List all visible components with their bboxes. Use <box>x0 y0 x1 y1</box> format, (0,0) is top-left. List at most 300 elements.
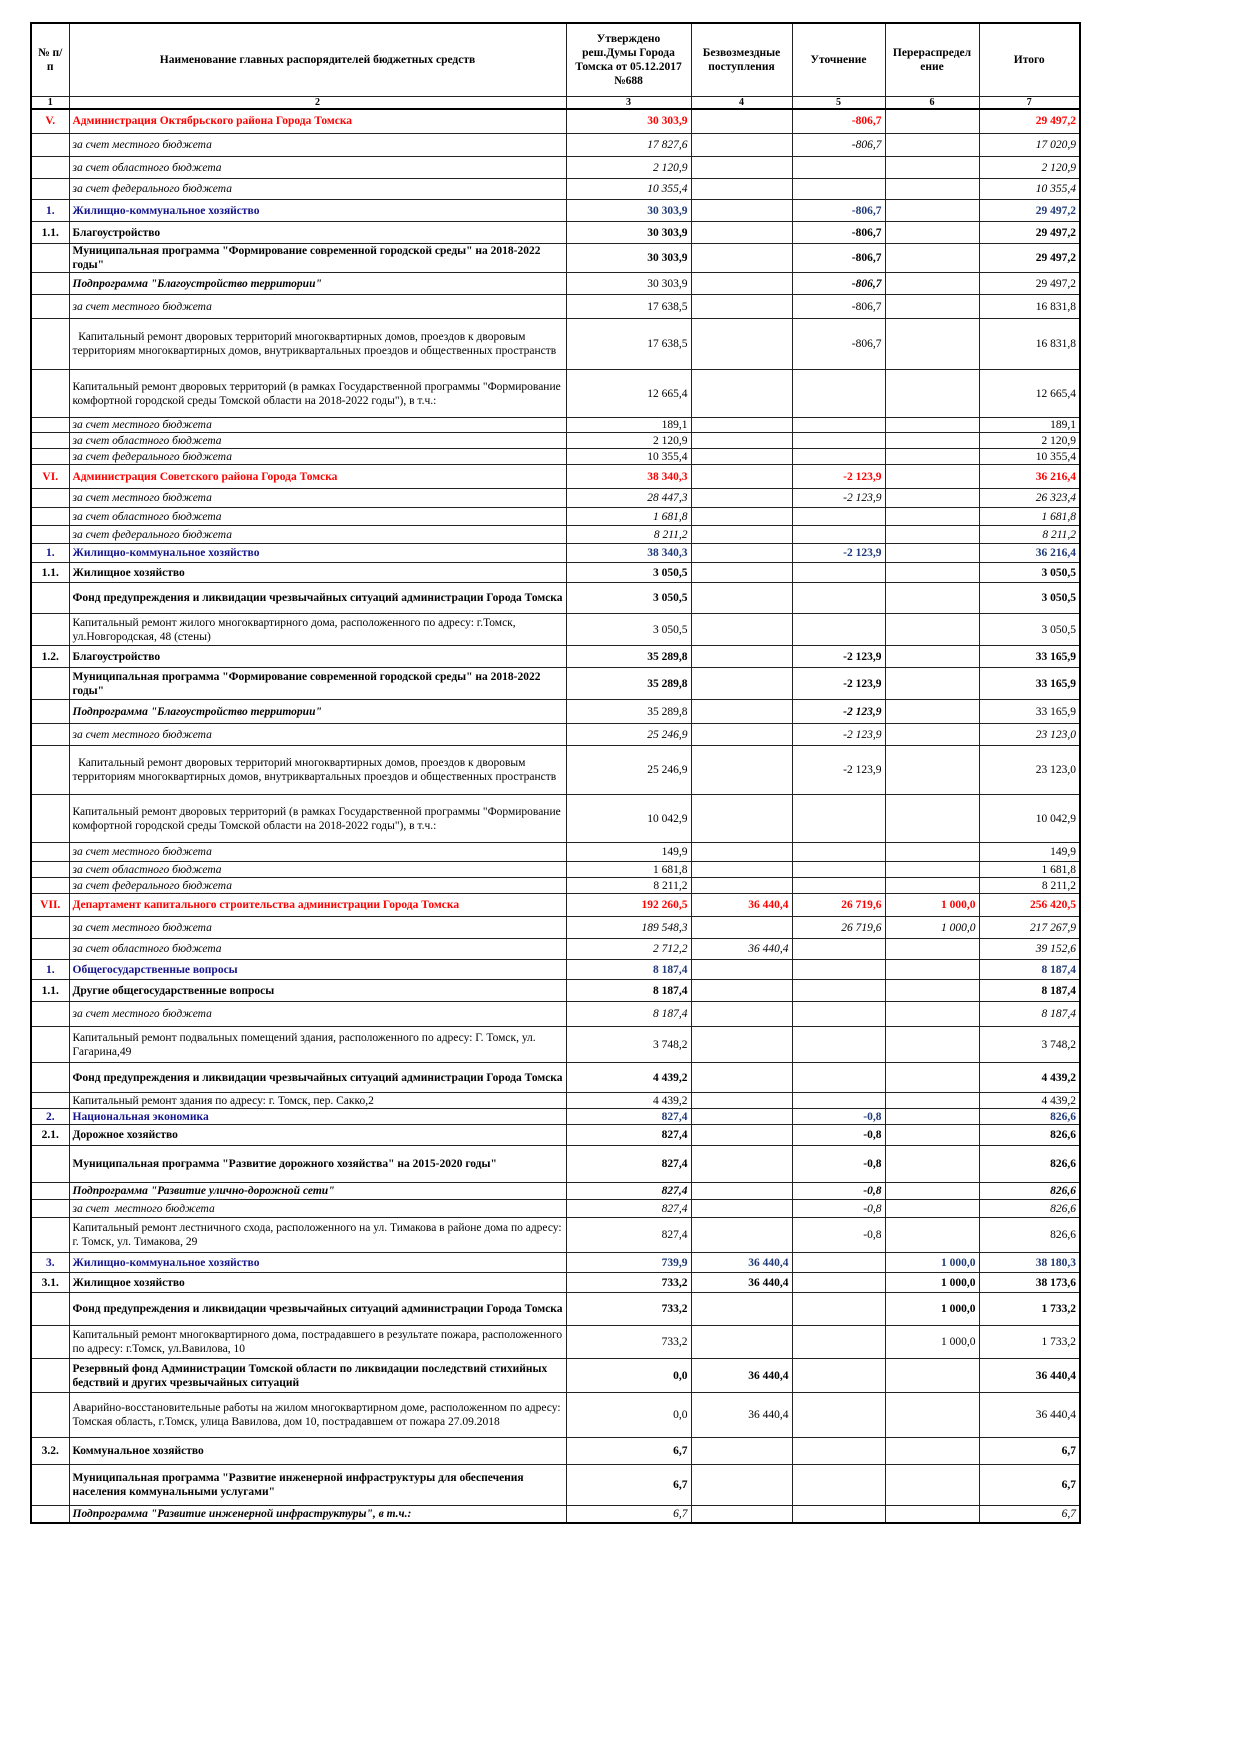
row-number <box>31 1093 69 1109</box>
adjustment-value: -0,8 <box>792 1218 885 1253</box>
grants-value <box>691 1218 792 1253</box>
approved-value: 38 340,3 <box>566 544 691 563</box>
row-name: за счет областного бюджета <box>69 862 566 878</box>
grants-value <box>691 244 792 273</box>
grants-value <box>691 179 792 200</box>
approved-value: 28 447,3 <box>566 489 691 508</box>
approved-value: 10 042,9 <box>566 795 691 843</box>
grants-value <box>691 1109 792 1125</box>
table-row <box>31 939 1080 960</box>
row-name: за счет федерального бюджета <box>69 526 566 544</box>
total-value: 1 733,2 <box>979 1293 1080 1326</box>
grants-value <box>691 449 792 465</box>
redistribution-value <box>885 200 979 222</box>
table-row <box>31 433 1080 449</box>
table-row <box>31 200 1080 222</box>
grants-value <box>691 134 792 157</box>
approved-value: 25 246,9 <box>566 724 691 746</box>
row-number <box>31 1359 69 1393</box>
grants-value <box>691 1465 792 1506</box>
table-body <box>31 109 1080 1523</box>
table-row <box>31 1146 1080 1183</box>
table-row <box>31 1438 1080 1465</box>
grants-value <box>691 563 792 583</box>
total-value: 8 211,2 <box>979 878 1080 894</box>
adjustment-value <box>792 980 885 1002</box>
header-redistribution: Перераспредел ение <box>885 23 979 96</box>
approved-value: 8 187,4 <box>566 960 691 980</box>
row-number: 1. <box>31 200 69 222</box>
grants-value <box>691 222 792 244</box>
row-name: Капитальный ремонт дворовых территорий (в рамках Государственной программы "Формирование комфортной городской среды Томской области на 2018-2022 годы"), в т.ч.: <box>69 370 566 418</box>
adjustment-value: -2 123,9 <box>792 700 885 724</box>
row-number: 1. <box>31 960 69 980</box>
grants-value <box>691 583 792 614</box>
total-value: 826,6 <box>979 1183 1080 1200</box>
row-number <box>31 319 69 370</box>
total-value: 256 420,5 <box>979 894 1080 917</box>
approved-value: 2 120,9 <box>566 157 691 179</box>
grants-value <box>691 465 792 489</box>
adjustment-value <box>792 583 885 614</box>
approved-value: 30 303,9 <box>566 222 691 244</box>
table-row <box>31 862 1080 878</box>
grants-value: 36 440,4 <box>691 1393 792 1438</box>
table-row <box>31 614 1080 646</box>
redistribution-value <box>885 319 979 370</box>
total-value: 29 497,2 <box>979 222 1080 244</box>
grants-value <box>691 980 792 1002</box>
redistribution-value <box>885 295 979 319</box>
row-number <box>31 724 69 746</box>
row-number <box>31 370 69 418</box>
row-name: за счет местного бюджета <box>69 1200 566 1218</box>
redistribution-value <box>885 1218 979 1253</box>
total-value: 29 497,2 <box>979 200 1080 222</box>
grants-value <box>691 668 792 700</box>
total-value: 36 440,4 <box>979 1359 1080 1393</box>
table-row <box>31 1293 1080 1326</box>
total-value: 10 042,9 <box>979 795 1080 843</box>
total-value: 17 020,9 <box>979 134 1080 157</box>
approved-value: 0,0 <box>566 1359 691 1393</box>
adjustment-value: 26 719,6 <box>792 917 885 939</box>
table-row <box>31 960 1080 980</box>
grants-value <box>691 1438 792 1465</box>
total-value: 16 831,8 <box>979 295 1080 319</box>
adjustment-value <box>792 960 885 980</box>
row-name: за счет местного бюджета <box>69 489 566 508</box>
approved-value: 733,2 <box>566 1293 691 1326</box>
row-name: Жилищно-коммунальное хозяйство <box>69 544 566 563</box>
row-number <box>31 939 69 960</box>
redistribution-value <box>885 1200 979 1218</box>
table-row <box>31 465 1080 489</box>
adjustment-value: -0,8 <box>792 1183 885 1200</box>
total-value: 3 050,5 <box>979 583 1080 614</box>
row-name: Подпрограмма "Благоустройство территории" <box>69 700 566 724</box>
adjustment-value: -2 123,9 <box>792 489 885 508</box>
table-row <box>31 449 1080 465</box>
table-row <box>31 109 1080 134</box>
row-number <box>31 157 69 179</box>
table-row <box>31 1273 1080 1293</box>
grants-value <box>691 724 792 746</box>
grants-value: 36 440,4 <box>691 939 792 960</box>
grants-value <box>691 917 792 939</box>
total-value: 8 211,2 <box>979 526 1080 544</box>
table-row <box>31 157 1080 179</box>
approved-value: 35 289,8 <box>566 700 691 724</box>
total-value: 29 497,2 <box>979 244 1080 273</box>
row-number: 3. <box>31 1253 69 1273</box>
row-name: за счет местного бюджета <box>69 418 566 433</box>
redistribution-value <box>885 370 979 418</box>
redistribution-value <box>885 1359 979 1393</box>
row-name: Резервный фонд Администрации Томской области по ликвидации последствий стихийных бедствий и других чрезвычайных ситуаций <box>69 1359 566 1393</box>
approved-value: 6,7 <box>566 1506 691 1523</box>
column-number: 3 <box>566 96 691 109</box>
redistribution-value: 1 000,0 <box>885 1273 979 1293</box>
adjustment-value <box>792 418 885 433</box>
table-row <box>31 222 1080 244</box>
row-name: Благоустройство <box>69 222 566 244</box>
table-row <box>31 1359 1080 1393</box>
total-value: 29 497,2 <box>979 273 1080 295</box>
row-name: Аварийно-восстановительные работы на жилом многоквартирном доме, расположенном по адресу: Томская область, г.Томск, улица Вавилова, дом 10, пострадавшем от пожара 27.09.2018 <box>69 1393 566 1438</box>
table-row <box>31 1027 1080 1063</box>
approved-value: 30 303,9 <box>566 244 691 273</box>
grants-value <box>691 508 792 526</box>
adjustment-value <box>792 157 885 179</box>
redistribution-value <box>885 1063 979 1093</box>
row-number: 1.1. <box>31 563 69 583</box>
approved-value: 2 120,9 <box>566 433 691 449</box>
column-number: 2 <box>69 96 566 109</box>
total-value: 8 187,4 <box>979 980 1080 1002</box>
adjustment-value: -806,7 <box>792 273 885 295</box>
table-row <box>31 1253 1080 1273</box>
grants-value <box>691 1183 792 1200</box>
table-row <box>31 134 1080 157</box>
row-number <box>31 878 69 894</box>
column-numbers-row <box>31 96 1080 109</box>
table-row <box>31 1002 1080 1027</box>
row-number: 1.1. <box>31 222 69 244</box>
row-number <box>31 1200 69 1218</box>
grants-value <box>691 862 792 878</box>
table-row <box>31 795 1080 843</box>
row-name: Коммунальное хозяйство <box>69 1438 566 1465</box>
row-name: Администрация Октябрьского района Города Томска <box>69 109 566 134</box>
row-name: за счет областного бюджета <box>69 939 566 960</box>
row-number: 2. <box>31 1109 69 1125</box>
redistribution-value <box>885 668 979 700</box>
grants-value <box>691 843 792 862</box>
grants-value <box>691 795 792 843</box>
adjustment-value: -0,8 <box>792 1146 885 1183</box>
row-number <box>31 449 69 465</box>
row-name: за счет областного бюджета <box>69 508 566 526</box>
row-number <box>31 508 69 526</box>
total-value: 38 173,6 <box>979 1273 1080 1293</box>
adjustment-value <box>792 370 885 418</box>
row-name: Жилищно-коммунальное хозяйство <box>69 200 566 222</box>
header-row <box>31 23 1080 96</box>
total-value: 33 165,9 <box>979 668 1080 700</box>
total-value: 4 439,2 <box>979 1063 1080 1093</box>
approved-value: 827,4 <box>566 1183 691 1200</box>
redistribution-value <box>885 563 979 583</box>
row-number <box>31 1218 69 1253</box>
adjustment-value <box>792 1359 885 1393</box>
row-number: 3.2. <box>31 1438 69 1465</box>
approved-value: 8 211,2 <box>566 526 691 544</box>
grants-value <box>691 700 792 724</box>
row-name: Фонд предупреждения и ликвидации чрезвычайных ситуаций администрации Города Томска <box>69 1063 566 1093</box>
approved-value: 827,4 <box>566 1109 691 1125</box>
total-value: 8 187,4 <box>979 1002 1080 1027</box>
total-value: 826,6 <box>979 1125 1080 1146</box>
grants-value <box>691 1125 792 1146</box>
table-row <box>31 1183 1080 1200</box>
redistribution-value <box>885 878 979 894</box>
total-value: 6,7 <box>979 1438 1080 1465</box>
adjustment-value: -806,7 <box>792 295 885 319</box>
total-value: 33 165,9 <box>979 700 1080 724</box>
budget-table <box>30 22 1081 1524</box>
row-name: Капитальный ремонт лестничного схода, расположенного на ул. Тимакова в районе дома по адресу: г. Томск, ул. Тимакова, 29 <box>69 1218 566 1253</box>
total-value: 3 050,5 <box>979 563 1080 583</box>
row-number: 3.1. <box>31 1273 69 1293</box>
table-row <box>31 1093 1080 1109</box>
redistribution-value: 1 000,0 <box>885 917 979 939</box>
approved-value: 3 050,5 <box>566 614 691 646</box>
grants-value <box>691 544 792 563</box>
adjustment-value: -806,7 <box>792 222 885 244</box>
row-name: Жилищное хозяйство <box>69 563 566 583</box>
row-number <box>31 273 69 295</box>
approved-value: 4 439,2 <box>566 1093 691 1109</box>
table-row <box>31 1063 1080 1093</box>
adjustment-value <box>792 1293 885 1326</box>
redistribution-value <box>885 843 979 862</box>
adjustment-value <box>792 843 885 862</box>
adjustment-value <box>792 508 885 526</box>
row-name: за счет областного бюджета <box>69 157 566 179</box>
adjustment-value: -0,8 <box>792 1109 885 1125</box>
row-number <box>31 795 69 843</box>
table-row <box>31 700 1080 724</box>
approved-value: 1 681,8 <box>566 508 691 526</box>
table-row <box>31 273 1080 295</box>
row-name: Администрация Советского района Города Томска <box>69 465 566 489</box>
approved-value: 1 681,8 <box>566 862 691 878</box>
header-grants: Безвозмездные поступления <box>691 23 792 96</box>
total-value: 33 165,9 <box>979 646 1080 668</box>
redistribution-value <box>885 1183 979 1200</box>
grants-value <box>691 319 792 370</box>
row-number <box>31 862 69 878</box>
approved-value: 827,4 <box>566 1125 691 1146</box>
approved-value: 0,0 <box>566 1393 691 1438</box>
table-row <box>31 1218 1080 1253</box>
redistribution-value <box>885 746 979 795</box>
row-number <box>31 244 69 273</box>
redistribution-value <box>885 1125 979 1146</box>
approved-value: 10 355,4 <box>566 449 691 465</box>
adjustment-value: -806,7 <box>792 109 885 134</box>
approved-value: 35 289,8 <box>566 668 691 700</box>
total-value: 189,1 <box>979 418 1080 433</box>
adjustment-value <box>792 1465 885 1506</box>
redistribution-value <box>885 179 979 200</box>
adjustment-value: -806,7 <box>792 134 885 157</box>
adjustment-value <box>792 939 885 960</box>
grants-value <box>691 1002 792 1027</box>
row-name: Муниципальная программа "Развитие инженерной инфраструктуры для обеспечения населения коммунальными услугами" <box>69 1465 566 1506</box>
row-number <box>31 843 69 862</box>
total-value: 826,6 <box>979 1146 1080 1183</box>
adjustment-value <box>792 1093 885 1109</box>
grants-value <box>691 1146 792 1183</box>
grants-value <box>691 109 792 134</box>
total-value: 3 748,2 <box>979 1027 1080 1063</box>
total-value: 12 665,4 <box>979 370 1080 418</box>
table-row <box>31 917 1080 939</box>
redistribution-value <box>885 1002 979 1027</box>
adjustment-value <box>792 1273 885 1293</box>
redistribution-value <box>885 862 979 878</box>
grants-value <box>691 1293 792 1326</box>
table-row <box>31 668 1080 700</box>
row-number <box>31 1506 69 1523</box>
total-value: 36 216,4 <box>979 544 1080 563</box>
row-number <box>31 295 69 319</box>
row-name: за счет местного бюджета <box>69 843 566 862</box>
adjustment-value <box>792 1393 885 1438</box>
total-value: 29 497,2 <box>979 109 1080 134</box>
adjustment-value <box>792 1027 885 1063</box>
approved-value: 4 439,2 <box>566 1063 691 1093</box>
total-value: 149,9 <box>979 843 1080 862</box>
table-row <box>31 319 1080 370</box>
redistribution-value <box>885 544 979 563</box>
table-row <box>31 980 1080 1002</box>
redistribution-value <box>885 724 979 746</box>
total-value: 826,6 <box>979 1218 1080 1253</box>
table-row <box>31 1125 1080 1146</box>
row-number <box>31 614 69 646</box>
grants-value <box>691 295 792 319</box>
grants-value <box>691 1506 792 1523</box>
row-name: за счет федерального бюджета <box>69 878 566 894</box>
total-value: 10 355,4 <box>979 179 1080 200</box>
row-name: Капитальный ремонт многоквартирного дома, пострадавшего в результате пожара, расположенного по адресу: г.Томск, ул.Вавилова, 10 <box>69 1326 566 1359</box>
adjustment-value <box>792 526 885 544</box>
redistribution-value <box>885 418 979 433</box>
row-name: Капитальный ремонт дворовых территорий многоквартирных домов, проездов к дворовым территориям многоквартирных домов, внутриквартальных проездов и общественных пространств <box>69 746 566 795</box>
total-value: 16 831,8 <box>979 319 1080 370</box>
row-name: Муниципальная программа "Формирование современной городской среды" на 2018-2022 годы" <box>69 668 566 700</box>
redistribution-value: 1 000,0 <box>885 894 979 917</box>
grants-value <box>691 1063 792 1093</box>
redistribution-value <box>885 526 979 544</box>
header-total: Итого <box>979 23 1080 96</box>
row-name: за счет местного бюджета <box>69 295 566 319</box>
redistribution-value <box>885 465 979 489</box>
column-number: 1 <box>31 96 69 109</box>
total-value: 8 187,4 <box>979 960 1080 980</box>
table-row <box>31 544 1080 563</box>
row-number: 1.1. <box>31 980 69 1002</box>
grants-value <box>691 646 792 668</box>
column-number: 4 <box>691 96 792 109</box>
row-number <box>31 668 69 700</box>
row-name: Жилищное хозяйство <box>69 1273 566 1293</box>
row-number: VII. <box>31 894 69 917</box>
row-name: за счет федерального бюджета <box>69 449 566 465</box>
grants-value: 36 440,4 <box>691 1253 792 1273</box>
table-row <box>31 1506 1080 1523</box>
row-name: за счет местного бюджета <box>69 917 566 939</box>
approved-value: 38 340,3 <box>566 465 691 489</box>
redistribution-value <box>885 980 979 1002</box>
grants-value <box>691 878 792 894</box>
approved-value: 2 712,2 <box>566 939 691 960</box>
redistribution-value <box>885 244 979 273</box>
grants-value <box>691 1093 792 1109</box>
total-value: 2 120,9 <box>979 157 1080 179</box>
redistribution-value <box>885 614 979 646</box>
approved-value: 30 303,9 <box>566 273 691 295</box>
table-row <box>31 508 1080 526</box>
total-value: 39 152,6 <box>979 939 1080 960</box>
total-value: 38 180,3 <box>979 1253 1080 1273</box>
redistribution-value: 1 000,0 <box>885 1253 979 1273</box>
table-row <box>31 724 1080 746</box>
grants-value <box>691 200 792 222</box>
redistribution-value <box>885 1506 979 1523</box>
table-row <box>31 746 1080 795</box>
table-row <box>31 646 1080 668</box>
redistribution-value <box>885 273 979 295</box>
redistribution-value <box>885 134 979 157</box>
approved-value: 17 827,6 <box>566 134 691 157</box>
total-value: 23 123,0 <box>979 746 1080 795</box>
total-value: 826,6 <box>979 1109 1080 1125</box>
grants-value <box>691 433 792 449</box>
approved-value: 8 187,4 <box>566 980 691 1002</box>
grants-value: 36 440,4 <box>691 894 792 917</box>
adjustment-value: -2 123,9 <box>792 465 885 489</box>
grants-value <box>691 1200 792 1218</box>
adjustment-value <box>792 795 885 843</box>
row-name: Другие общегосударственные вопросы <box>69 980 566 1002</box>
redistribution-value: 1 000,0 <box>885 1293 979 1326</box>
adjustment-value: -806,7 <box>792 244 885 273</box>
redistribution-value <box>885 1465 979 1506</box>
adjustment-value: -2 123,9 <box>792 746 885 795</box>
table-row <box>31 843 1080 862</box>
adjustment-value <box>792 862 885 878</box>
adjustment-value: -0,8 <box>792 1125 885 1146</box>
table-row <box>31 894 1080 917</box>
adjustment-value: 26 719,6 <box>792 894 885 917</box>
adjustment-value <box>792 433 885 449</box>
approved-value: 733,2 <box>566 1326 691 1359</box>
row-number: 2.1. <box>31 1125 69 1146</box>
